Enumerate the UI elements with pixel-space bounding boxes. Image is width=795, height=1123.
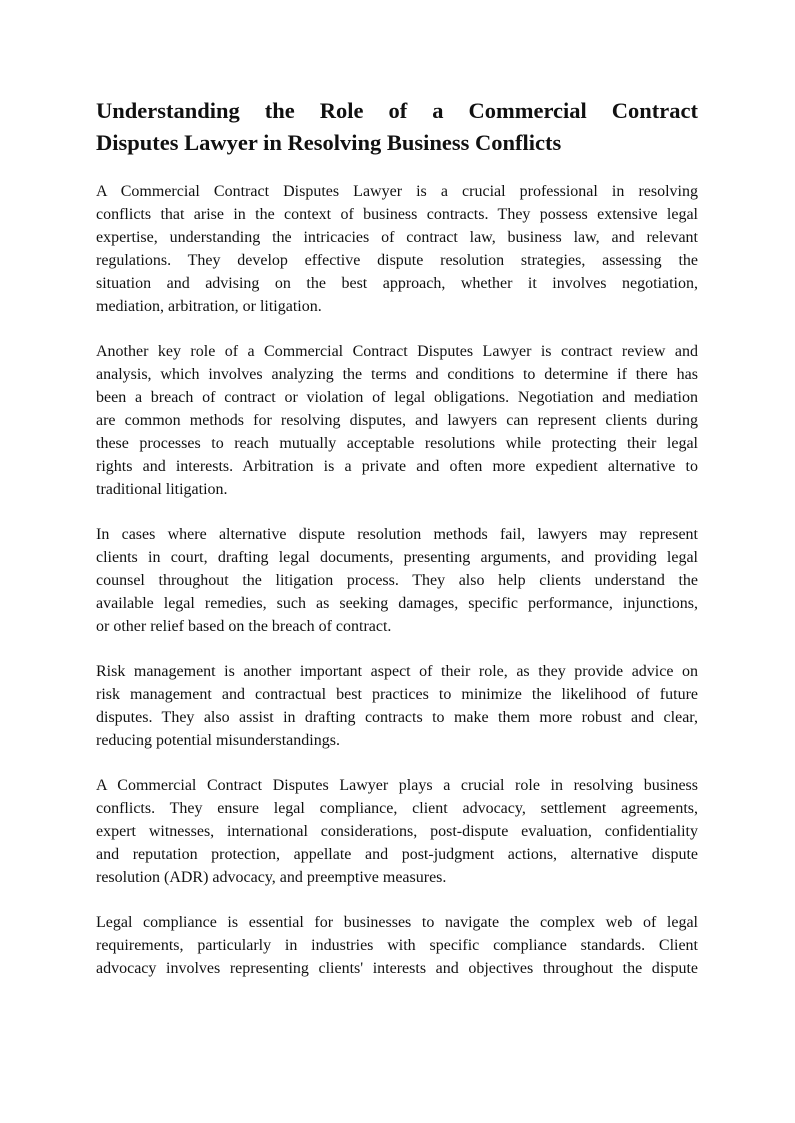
paragraph-line: clients in court, drafting legal documents, presenting arguments, and providing legal xyxy=(96,549,698,566)
paragraph-line: these processes to reach mutually acceptable resolutions while protecting their legal xyxy=(96,435,698,452)
paragraph-line: expertise, understanding the intricacies of contract law, business law, and relevant xyxy=(96,229,698,246)
paragraph-line: Risk management is another important aspect of their role, as they provide advice on xyxy=(96,663,698,680)
paragraph-line: or other relief based on the breach of contract. xyxy=(96,618,392,635)
paragraph xyxy=(96,911,698,980)
paragraph-line: rights and interests. Arbitration is a private and often more expedient alternative to xyxy=(96,458,698,475)
paragraph-line: been a breach of contract or violation of legal obligations. Negotiation and mediation xyxy=(96,389,698,406)
paragraph-line: resolution (ADR) advocacy, and preemptive measures. xyxy=(96,869,447,886)
paragraph-line: conflicts. They ensure legal compliance, client advocacy, settlement agreements, xyxy=(96,800,698,817)
paragraph xyxy=(96,660,698,752)
paragraph xyxy=(96,523,698,638)
paragraph-line: expert witnesses, international considerations, post-dispute evaluation, confidentiality xyxy=(96,823,698,840)
title-line: Disputes Lawyer in Resolving Business Conflicts xyxy=(96,130,562,155)
paragraph-line: regulations. They develop effective dispute resolution strategies, assessing the xyxy=(96,252,698,269)
paragraph-line: and reputation protection, appellate and post-judgment actions, alternative dispute xyxy=(96,846,698,863)
title-line: Understanding the Role of a Commercial Contract xyxy=(96,98,698,123)
document-body xyxy=(96,180,698,980)
paragraph-line: mediation, arbitration, or litigation. xyxy=(96,298,322,315)
paragraph-line: A Commercial Contract Disputes Lawyer is a crucial professional in resolving xyxy=(96,183,698,200)
paragraph-line: advocacy involves representing clients' interests and objectives throughout the dispute xyxy=(96,960,698,977)
paragraph-line: situation and advising on the best approach, whether it involves negotiation, xyxy=(96,275,698,292)
paragraph-line: A Commercial Contract Disputes Lawyer plays a crucial role in resolving business xyxy=(96,777,698,794)
paragraph-line: counsel throughout the litigation process. They also help clients understand the xyxy=(96,572,698,589)
paragraph-line: risk management and contractual best practices to minimize the likelihood of future xyxy=(96,686,698,703)
paragraph-line: reducing potential misunderstandings. xyxy=(96,732,340,749)
paragraph-line: Legal compliance is essential for businesses to navigate the complex web of legal xyxy=(96,914,698,931)
paragraph-line: Another key role of a Commercial Contract Disputes Lawyer is contract review and xyxy=(96,343,698,360)
document-title xyxy=(96,95,698,159)
paragraph-line: traditional litigation. xyxy=(96,481,228,498)
paragraph-line: disputes. They also assist in drafting contracts to make them more robust and clear, xyxy=(96,709,698,726)
paragraph xyxy=(96,180,698,318)
paragraph xyxy=(96,340,698,501)
paragraph-line: are common methods for resolving disputes, and lawyers can represent clients during xyxy=(96,412,698,429)
paragraph xyxy=(96,774,698,889)
paragraph-line: requirements, particularly in industries with specific compliance standards. Client xyxy=(96,937,698,954)
paragraph-line: available legal remedies, such as seeking damages, specific performance, injunctions, xyxy=(96,595,698,612)
paragraph-line: In cases where alternative dispute resolution methods fail, lawyers may represent xyxy=(96,526,698,543)
document-page xyxy=(96,95,698,1002)
paragraph-line: conflicts that arise in the context of business contracts. They possess extensive legal xyxy=(96,206,698,223)
paragraph-line: analysis, which involves analyzing the terms and conditions to determine if there has xyxy=(96,366,698,383)
